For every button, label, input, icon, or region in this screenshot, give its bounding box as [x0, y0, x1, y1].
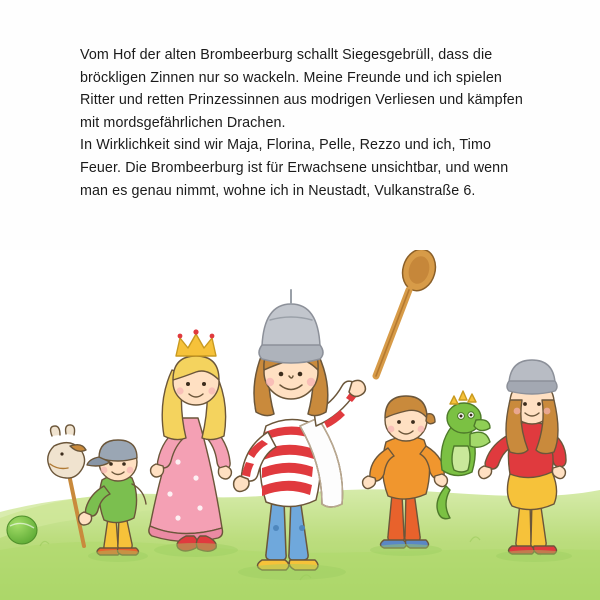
paragraph-1: Vom Hof der alten Brombeerburg schallt Siegesgebrüll, dass die bröckligen Zinnen nur so wackeln. Meine Freunde und ich spielen Ritter und retten Prinzessinnen aus modrigen Verliesen und kämpfen mit mordsgefährlichen Drachen. [80, 47, 523, 131]
illustration [0, 250, 600, 600]
paragraph-2: In Wirklichkeit sind wir Maja, Florina, Pelle, Rezzo und ich, Timo Feuer. Die Brombeerburg ist für Erwachsene unsichtbar, und wenn man es genau nimmt, wohne ich in Neustadt, Vulkanstraße 6. [80, 137, 509, 199]
green-ball [7, 516, 37, 544]
page-text [80, 44, 532, 202]
